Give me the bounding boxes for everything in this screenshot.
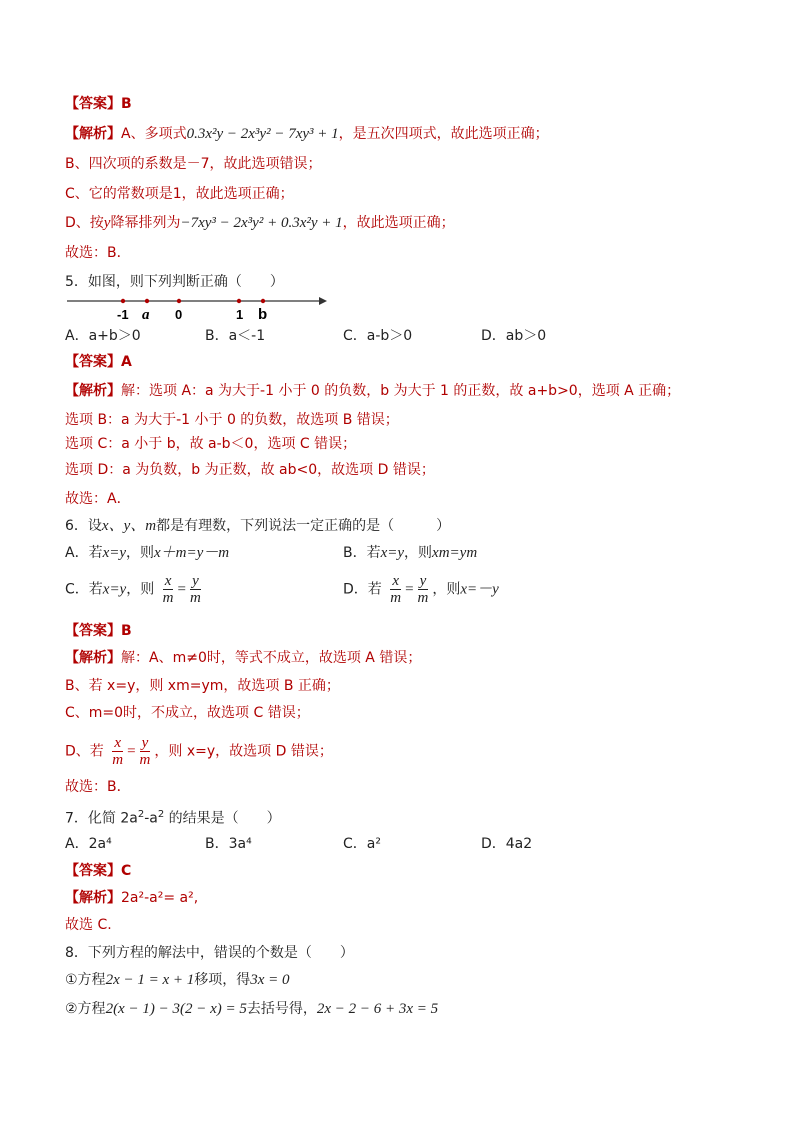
q6-analysis-1 — [65, 648, 421, 668]
numerator: x — [114, 735, 121, 751]
answer-text: 【答案】B — [65, 623, 132, 639]
text: ，故此选项正确； — [342, 215, 455, 231]
text: A．若 — [65, 545, 103, 561]
text: D、按 — [65, 215, 104, 231]
fraction-y-over-m — [188, 573, 203, 606]
q8-item-1 — [65, 970, 290, 990]
label-0: 0 — [175, 307, 183, 322]
denominator: m — [112, 752, 124, 768]
text: 的结果是（ ） — [164, 810, 281, 827]
q4-conclusion: 故选：B． — [65, 245, 131, 261]
answer-text: 【答案】A — [65, 354, 132, 370]
q6-stem — [65, 516, 450, 536]
denominator: m — [189, 590, 201, 606]
variables: x、y、m — [101, 518, 157, 534]
point-neg1 — [121, 299, 125, 303]
q6-analysis-2: B、若 x=y，则 xm=ym，故选项 B 正确； — [65, 678, 340, 694]
text: 降幂排列为 — [110, 215, 181, 231]
text: 2a²-a²= a², — [121, 890, 199, 906]
text: D、若 — [65, 743, 104, 760]
fraction-x-over-m — [161, 573, 176, 606]
q7-option-b: B．3a⁴ — [205, 836, 252, 852]
q7-option-d: D．4a2 — [481, 836, 533, 852]
text: 7．化简 2a — [65, 810, 138, 827]
text: 解：A、m≠0时，等式不成立，故选项 A 错误； — [121, 650, 422, 666]
q6-option-c: C．若x=y，则 $\frac{x}{m}$ = $\frac{y}{m}$ — [65, 573, 201, 606]
text: A、多项式 — [121, 126, 187, 142]
numerator: x — [392, 573, 399, 589]
point-a — [145, 299, 149, 303]
q5-conclusion: 故选：A． — [65, 491, 131, 507]
denominator: m — [390, 590, 402, 606]
q5-analysis-2: 选项 B：a 为大于-1 小于 0 的负数，故选项 B 错误； — [65, 412, 399, 428]
analysis-tag: 【解析】 — [65, 383, 121, 399]
q6-conclusion: 故选：B． — [65, 779, 131, 795]
q5-option-d: D．ab＞0 — [481, 328, 547, 344]
result: x=－y — [460, 581, 499, 598]
q5-option-c: C．a-b＞0 — [343, 328, 413, 344]
numerator: y — [419, 573, 427, 589]
label-a: a — [142, 307, 150, 323]
text: C．若 — [65, 581, 103, 598]
q7-option-c: C．a² — [343, 836, 381, 852]
q4-analysis-c: C、它的常数项是1，故此选项正确； — [65, 186, 294, 202]
q4-answer-text: 【答案】B — [65, 96, 132, 112]
equation: 2x − 1 = x + 1 — [105, 972, 195, 988]
text: ，则 — [126, 581, 155, 598]
point-1 — [237, 299, 241, 303]
polynomial: 0.3x²y − 2x³y² − 7xy³ + 1 — [186, 126, 339, 142]
q5-analysis-3: 选项 C：a 小于 b，故 a-b＜0，选项 C 错误； — [65, 436, 357, 452]
q6-option-d: D．若 $\frac{x}{m}$ = $\frac{y}{m}$ ，则x=－y — [343, 573, 499, 606]
q4-analysis-b: B、四次项的系数是－7，故此选项错误； — [65, 156, 322, 172]
text: ，则 x=y，故选项 D 错误； — [154, 743, 333, 760]
denominator: m — [162, 590, 174, 606]
q6-answer — [65, 621, 132, 641]
result: x＋m=y－m — [154, 545, 230, 561]
polynomial-desc: −7xy³ − 2x³y² + 0.3x²y + 1 — [180, 215, 343, 231]
result: xm=ym — [432, 545, 478, 561]
q7-analysis — [65, 888, 198, 908]
q7-answer — [65, 861, 131, 881]
q5-stem: 5．如图，则下列判断正确（ ） — [65, 274, 284, 290]
text: D．若 — [343, 581, 382, 598]
q5-option-a: A．a+b＞0 — [65, 328, 141, 344]
analysis-tag: 【解析】 — [65, 890, 121, 906]
number-line — [65, 293, 330, 323]
q5-answer — [65, 352, 132, 372]
denominator: m — [139, 752, 151, 768]
q8-stem: 8．下列方程的解法中，错误的个数是（ ） — [65, 945, 354, 961]
condition: x=y — [380, 545, 405, 561]
q5-analysis-4: 选项 D：a 为负数，b 为正数，故 ab<0，故选项 D 错误； — [65, 462, 435, 478]
variable: y — [103, 215, 111, 231]
answer-text: 【答案】C — [65, 863, 132, 879]
text: ，则 — [404, 545, 433, 561]
text: 去括号得， — [246, 1001, 317, 1017]
analysis-tag: 【解析】 — [65, 126, 121, 142]
q6-option-b — [343, 543, 477, 563]
equation: 2(x − 1) − 3(2 − x) = 5 — [105, 1001, 247, 1017]
q7-stem: 7．化简 $2a^2-a^2$ 的结果是（ ） — [65, 809, 281, 827]
q6-option-a — [65, 543, 229, 563]
text: 都是有理数，下列说法一定正确的是（ ） — [156, 518, 451, 534]
text: 6．设 — [65, 518, 102, 534]
numerator: y — [192, 573, 199, 589]
text: ，则 — [432, 581, 461, 598]
q6-analysis-4: D、若 $\frac{x}{m}$ = $\frac{y}{m}$ ，则 x=y，故选项 D 错误； — [65, 735, 333, 768]
fraction-x-over-m — [388, 573, 403, 606]
q6-analysis-3: C、m=0时，不成立，故选项 C 错误； — [65, 705, 310, 721]
q5-analysis-1 — [65, 381, 680, 401]
fraction-x-over-m — [110, 735, 125, 768]
text: 移项，得 — [194, 972, 251, 988]
q4-analysis-a — [65, 124, 549, 144]
analysis-tag: 【解析】 — [65, 650, 121, 666]
result: 3x = 0 — [250, 972, 290, 988]
text: B．若 — [343, 545, 381, 561]
q7-conclusion: 故选 C. — [65, 917, 112, 933]
fraction-y-over-m — [138, 735, 153, 768]
q7-option-a: A．2a⁴ — [65, 836, 112, 852]
condition: x=y — [102, 581, 127, 598]
result: 2x − 2 − 6 + 3x = 5 — [316, 1001, 439, 1017]
point-0 — [177, 299, 181, 303]
label-b: b — [258, 306, 268, 323]
arrow-icon — [319, 297, 327, 305]
numerator: y — [141, 735, 149, 751]
q4-analysis-d — [65, 213, 455, 233]
text: ，是五次四项式，故此选项正确； — [338, 126, 549, 142]
text: 解：选项 A：a 为大于-1 小于 0 的负数，b 为大于 1 的正数，故 a+b>0，选项 A 正确； — [121, 383, 681, 399]
q8-item-2 — [65, 999, 438, 1019]
condition: x=y — [102, 545, 127, 561]
text: ，则 — [126, 545, 155, 561]
label-1: 1 — [236, 307, 244, 322]
denominator: m — [417, 590, 429, 606]
numerator: x — [164, 573, 172, 589]
text: ②方程 — [65, 1001, 106, 1017]
label-neg1: -1 — [117, 307, 129, 322]
text: ①方程 — [65, 972, 106, 988]
point-b — [261, 299, 265, 303]
q5-option-b: B．a＜-1 — [205, 328, 266, 344]
q4-answer — [65, 94, 132, 114]
fraction-y-over-m — [416, 573, 431, 606]
